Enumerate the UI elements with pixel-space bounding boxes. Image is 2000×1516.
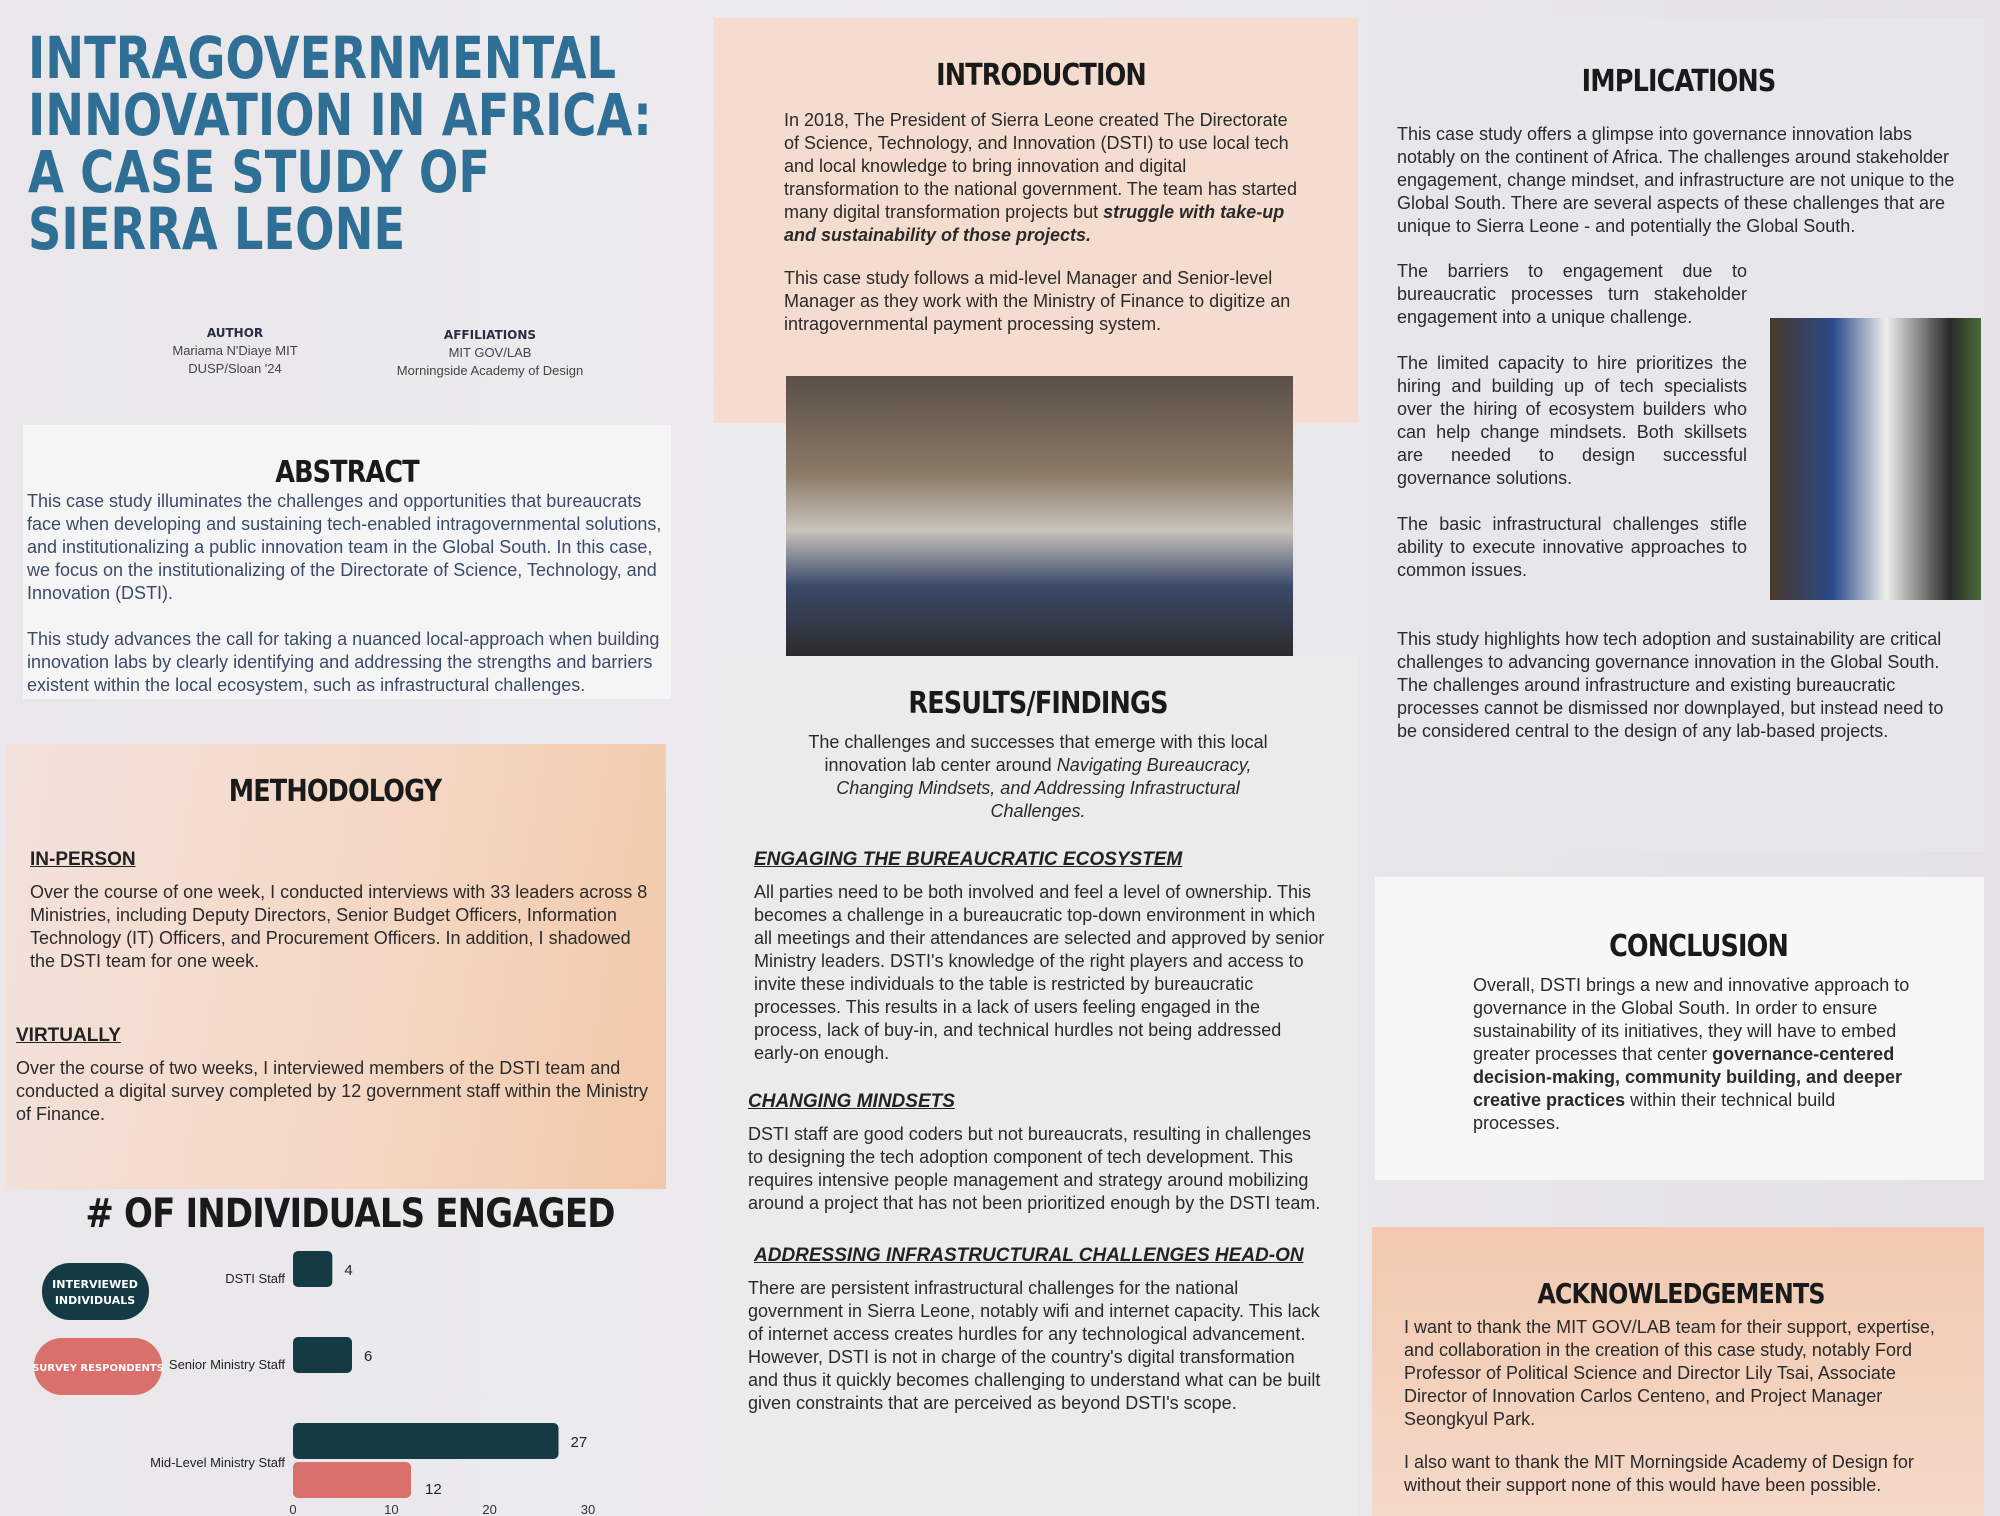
- category-label: Senior Ministry Staff: [168, 1357, 285, 1372]
- implications-p1: This case study offers a glimpse into governance innovation labs notably on the continent of Africa. The challenges around stakeholder engagement, change mindset, and infrastructure are not unique to the Global South. There are several aspects of these challenges that are unique to Sierra Leone - and potentially the Global South.: [1397, 124, 1955, 236]
- legend-swatch: [42, 1263, 149, 1320]
- results-intro: The challenges and successes that emerge with this local innovation lab center around: [808, 732, 1268, 775]
- bar: [293, 1462, 411, 1498]
- bar: [293, 1251, 332, 1287]
- results-p2: DSTI staff are good coders but not bureaucrats, resulting in challenges to designing the tech adoption component of tech development. This requires intensive people management and strategy around mobilizing around a project that has not been prioritized enough by the DSTI team.: [748, 1124, 1321, 1213]
- author-label: AUTHOR: [206, 326, 264, 340]
- team-photo: [786, 376, 1293, 656]
- results-panel: [712, 656, 1358, 1516]
- infrastructure-subheading: ADDRESSING INFRASTRUCTURAL CHALLENGES HEAD-ON: [754, 1245, 1304, 1266]
- author-block: [150, 324, 320, 378]
- implications-p4: The basic infrastructural challenges stifle ability to execute innovative approaches to common issues.: [1397, 514, 1747, 580]
- legend-label: SURVEY RESPONDENTS: [32, 1363, 164, 1374]
- introduction-p2: This case study follows a mid-level Manager and Senior-level Manager as they work with the Ministry of Finance to digitize an intragovernmental payment processing system.: [784, 268, 1291, 334]
- data-label: 4: [344, 1262, 353, 1279]
- legend-label: INTERVIEWED: [52, 1278, 138, 1291]
- methodology-heading: METHODOLOGY: [228, 774, 442, 809]
- abstract-panel: [23, 425, 671, 699]
- results-intro-italic: Navigating Bureaucracy, Changing Mindsets, and Addressing Infrastructural Challenges.: [836, 755, 1252, 821]
- x-tick-label: 20: [482, 1502, 497, 1516]
- results-p3: There are persistent infrastructural challenges for the national government in Sierra Leone, notably wifi and internet capacity. This lack of internet access creates hurdles for any technological advancement. However, DSTI is not in charge of the country's digital transformation and thus it quickly becomes challenging to understand what can be built given constraints that are perceived as beyond DSTI's scope.: [748, 1278, 1321, 1413]
- bar: [293, 1423, 559, 1459]
- methodology-panel: [6, 744, 666, 1189]
- acknowledgements-p2: I also want to thank the MIT Morningside Academy of Design for without their support none of this would have been possible.: [1404, 1452, 1914, 1495]
- affiliations-line2: Morningside Academy of Design: [396, 363, 584, 378]
- x-tick-label: 10: [384, 1502, 399, 1516]
- category-label: Mid-Level Ministry Staff: [150, 1455, 285, 1470]
- affiliations-block: [370, 326, 610, 380]
- data-label: 12: [425, 1481, 442, 1498]
- virtually-subheading: VIRTUALLY: [16, 1025, 121, 1046]
- chart-title: # OF INDIVIDUALS ENGAGED: [85, 1191, 615, 1237]
- introduction-panel: [714, 18, 1358, 423]
- engagement-bar-chart: [0, 1240, 700, 1516]
- in-person-subheading: IN-PERSON: [30, 849, 136, 870]
- implications-heading: IMPLICATIONS: [1581, 64, 1776, 99]
- legend-label: INDIVIDUALS: [54, 1294, 136, 1307]
- author-line2: DUSP/Sloan '24: [188, 361, 282, 376]
- bar: [293, 1337, 352, 1373]
- conclusion-end: within their technical build processes.: [1473, 1090, 1836, 1133]
- acknowledgements-panel: [1372, 1227, 1984, 1516]
- conclusion-panel: [1375, 877, 1984, 1180]
- data-label: 6: [364, 1348, 373, 1365]
- poster-title: INTRAGOVERNMENTAL INNOVATION IN AFRICA: A CASE STUDY OF SIERRA LEONE: [28, 24, 652, 263]
- author-line1: Mariama N'Diaye MIT: [172, 343, 298, 358]
- x-tick-label: 0: [289, 1502, 297, 1516]
- conclusion-bold: governance-centered decision-making, community building, and deeper creative practices: [1473, 1044, 1903, 1110]
- implications-p3: The limited capacity to hire prioritizes the hiring and building up of tech specialists over the hiring of ecosystem builders who can help change mindsets. Both skillsets are needed to design successful governance solutions.: [1397, 353, 1747, 488]
- results-heading: RESULTS/FINDINGS: [908, 686, 1168, 721]
- abstract-p2: This study advances the call for taking a nuanced local-approach when building innovation labs by clearly identifying and addressing the strengths and barriers existent within the local ecosystem, such as infrastructural challenges.: [27, 629, 660, 695]
- results-p1: All parties need to be both involved and feel a level of ownership. This becomes a challenge in a bureaucratic top-down environment in which all meetings and their attendances are selected and approved by senior Ministry leaders. DSTI's knowledge of the right players and access to invite these individuals to the table is restricted by bureaucratic processes. This results in a lack of users feeling engaged in the process, lack of buy-in, and technical hurdles not being addressed early-on enough.: [754, 882, 1325, 1063]
- mindsets-subheading: CHANGING MINDSETS: [748, 1091, 955, 1112]
- speaker-photo: [1770, 318, 1981, 600]
- methodology-p2: Over the course of two weeks, I interviewed members of the DSTI team and conducted a digital survey completed by 12 government staff within the Ministry of Finance.: [16, 1058, 648, 1124]
- implications-p2: The barriers to engagement due to bureaucratic processes turn stakeholder engagement into a unique challenge.: [1397, 261, 1747, 327]
- engaging-subheading: ENGAGING THE BUREAUCRATIC ECOSYSTEM: [754, 849, 1183, 870]
- data-label: 27: [570, 1434, 588, 1451]
- introduction-p1: In 2018, The President of Sierra Leone created The Directorate of Science, Technology, and Innovation (DSTI) to use local tech and local knowledge to bring innovation and digital transformation to the national government. The team has started many digital transformation projects but: [784, 110, 1297, 222]
- conclusion-heading: CONCLUSION: [1609, 929, 1788, 964]
- implications-p5: This study highlights how tech adoption and sustainability are critical challenges to advancing governance innovation in the Global South. The challenges around infrastructure and existing bureaucratic processes cannot be dismissed nor downplayed, but instead need to be considered central to the design of any lab-based projects.: [1397, 629, 1944, 741]
- acknowledgements-p1: I want to thank the MIT GOV/LAB team for their support, expertise, and collaboration in the creation of this case study, notably Ford Professor of Political Science and Director Lily Tsai, Associate Director of Innovation Carlos Centeno, and Project Manager Seongkyul Park.: [1404, 1317, 1935, 1429]
- x-tick-label: 30: [580, 1502, 596, 1516]
- abstract-heading: ABSTRACT: [275, 455, 419, 490]
- introduction-heading: INTRODUCTION: [936, 58, 1146, 93]
- methodology-p1: Over the course of one week, I conducted interviews with 33 leaders across 8 Ministries, including Deputy Directors, Senior Budget Officers, Information Technology (IT) Officers, and Procurement Officers. In addition, I shadowed the DSTI team for one week.: [30, 882, 648, 971]
- affiliations-line1: MIT GOV/LAB: [448, 345, 532, 360]
- introduction-p1-bold: struggle with take-up and sustainability of those projects.: [784, 202, 1285, 245]
- conclusion-p1: Overall, DSTI brings a new and innovative approach to governance in the Global South. In order to ensure sustainability of its initiatives, they will have to embed greater processes that center: [1473, 975, 1910, 1064]
- affiliations-label: AFFILIATIONS: [443, 328, 537, 342]
- abstract-p1: This case study illuminates the challenges and opportunities that bureaucrats face when developing and sustaining tech-enabled intragovernmental solutions, and institutionalizing a public innovation team in the Global South. In this case, we focus on the institutionalizing of the Directorate of Science, Technology, and Innovation (DSTI).: [27, 491, 662, 603]
- category-label: DSTI Staff: [225, 1271, 285, 1286]
- acknowledgements-heading: ACKNOWLEDGEMENTS: [1537, 1277, 1825, 1310]
